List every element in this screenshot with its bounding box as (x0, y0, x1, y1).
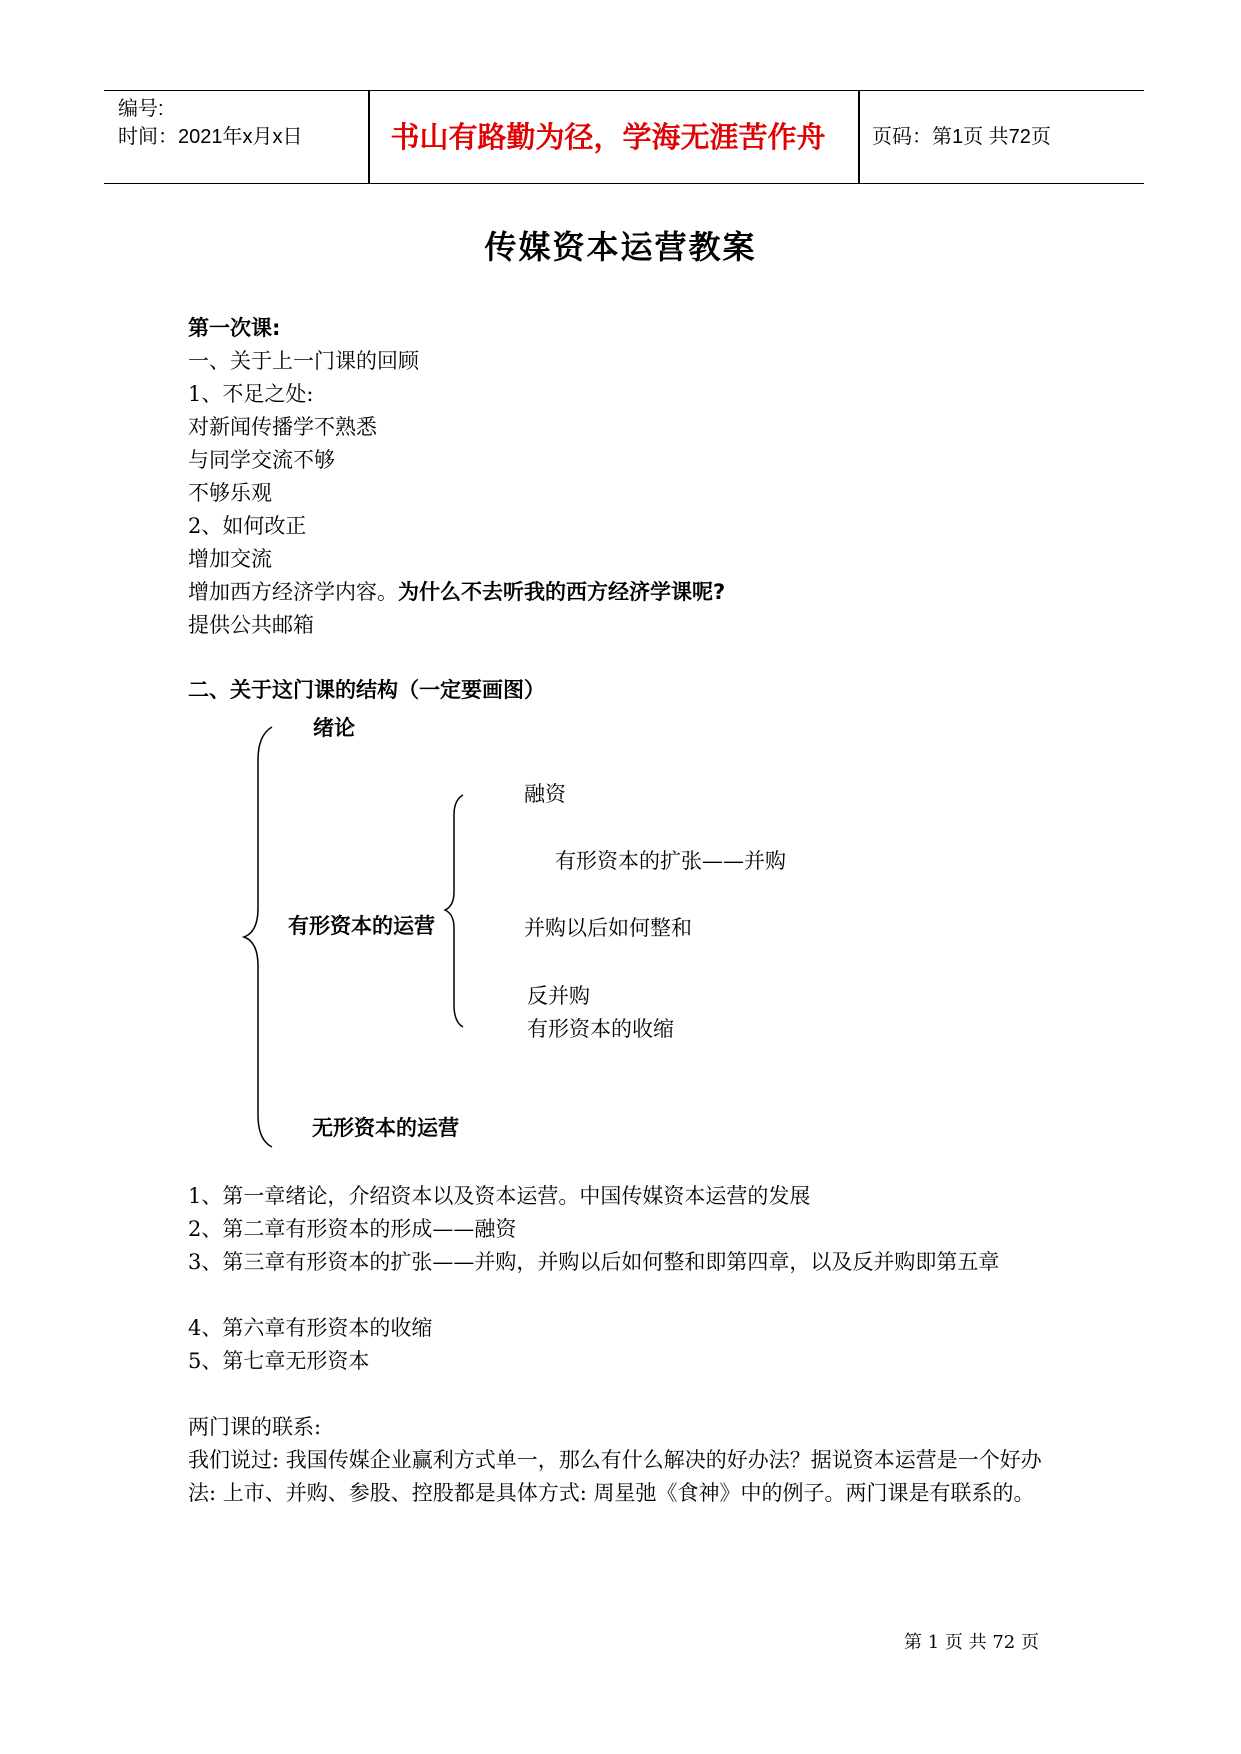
header-time: 时间：2021年x月x日 (118, 126, 303, 148)
section-1-item-1a: 对新闻传播学不熟悉 (188, 415, 377, 439)
header-motto: 书山有路勤为径，学海无涯苦作舟 (390, 120, 826, 154)
section-1-item-2c: 提供公共邮箱 (188, 613, 314, 637)
document-title: 传媒资本运营教案 (484, 228, 757, 266)
lesson-heading: 第一次课: (188, 316, 281, 340)
section-1-item-2b-plain: 增加西方经济学内容。 (188, 580, 398, 604)
section-1-item-2a: 增加交流 (188, 547, 272, 571)
header-page-info: 页码：第1页 共72页 (872, 126, 1051, 148)
outer-brace (244, 727, 272, 1147)
diagram-intro: 绪论 (313, 716, 355, 740)
section-2-title: 二、关于这门课的结构（一定要画图） (188, 678, 545, 702)
relation-body: 我们说过: 我国传媒企业赢利方式单一，那么有什么解决的好办法？据说资本运营是一个好办法: 上市、并购、参股、控股都是具体方式: 周星弛《食神》中的例子。两门课是有联系的。 (188, 1448, 1042, 1505)
chapter-1: 1、第一章绪论，介绍资本以及资本运营。中国传媒资本运营的发展 (188, 1184, 811, 1208)
section-1-item-2b-bold: 为什么不去听我的西方经济学课呢? (398, 580, 726, 604)
diagram-anti-merger: 反并购 (527, 984, 590, 1008)
relation-heading: 两门课的联系: (188, 1415, 322, 1439)
section-1-title: 一、关于上一门课的回顾 (188, 349, 419, 373)
diagram-contraction: 有形资本的收缩 (527, 1017, 674, 1041)
inner-brace (445, 795, 463, 1027)
chapter-3: 3、第三章有形资本的扩张——并购，并购以后如何整和即第四章，以及反并购即第五章 (188, 1250, 1000, 1274)
header-number: 编号: (118, 98, 164, 120)
chapter-2: 2、第二章有形资本的形成——融资 (188, 1217, 517, 1241)
diagram-intangible-capital: 无形资本的运营 (312, 1116, 459, 1140)
page-footer: 第 1 页 共 72 页 (904, 1632, 1039, 1653)
section-1-item-1: 1、不足之处: (188, 382, 314, 406)
chapter-5: 5、第七章无形资本 (188, 1349, 370, 1373)
diagram-expansion: 有形资本的扩张——并购 (555, 849, 786, 873)
diagram-financing: 融资 (524, 782, 566, 806)
diagram-integration: 并购以后如何整和 (524, 916, 692, 940)
section-1-item-2: 2、如何改正 (188, 514, 307, 538)
section-1-item-1b: 与同学交流不够 (188, 448, 335, 472)
diagram-tangible-capital: 有形资本的运营 (288, 914, 435, 938)
chapter-4: 4、第六章有形资本的收缩 (188, 1316, 433, 1340)
section-1-item-1c: 不够乐观 (188, 481, 272, 505)
